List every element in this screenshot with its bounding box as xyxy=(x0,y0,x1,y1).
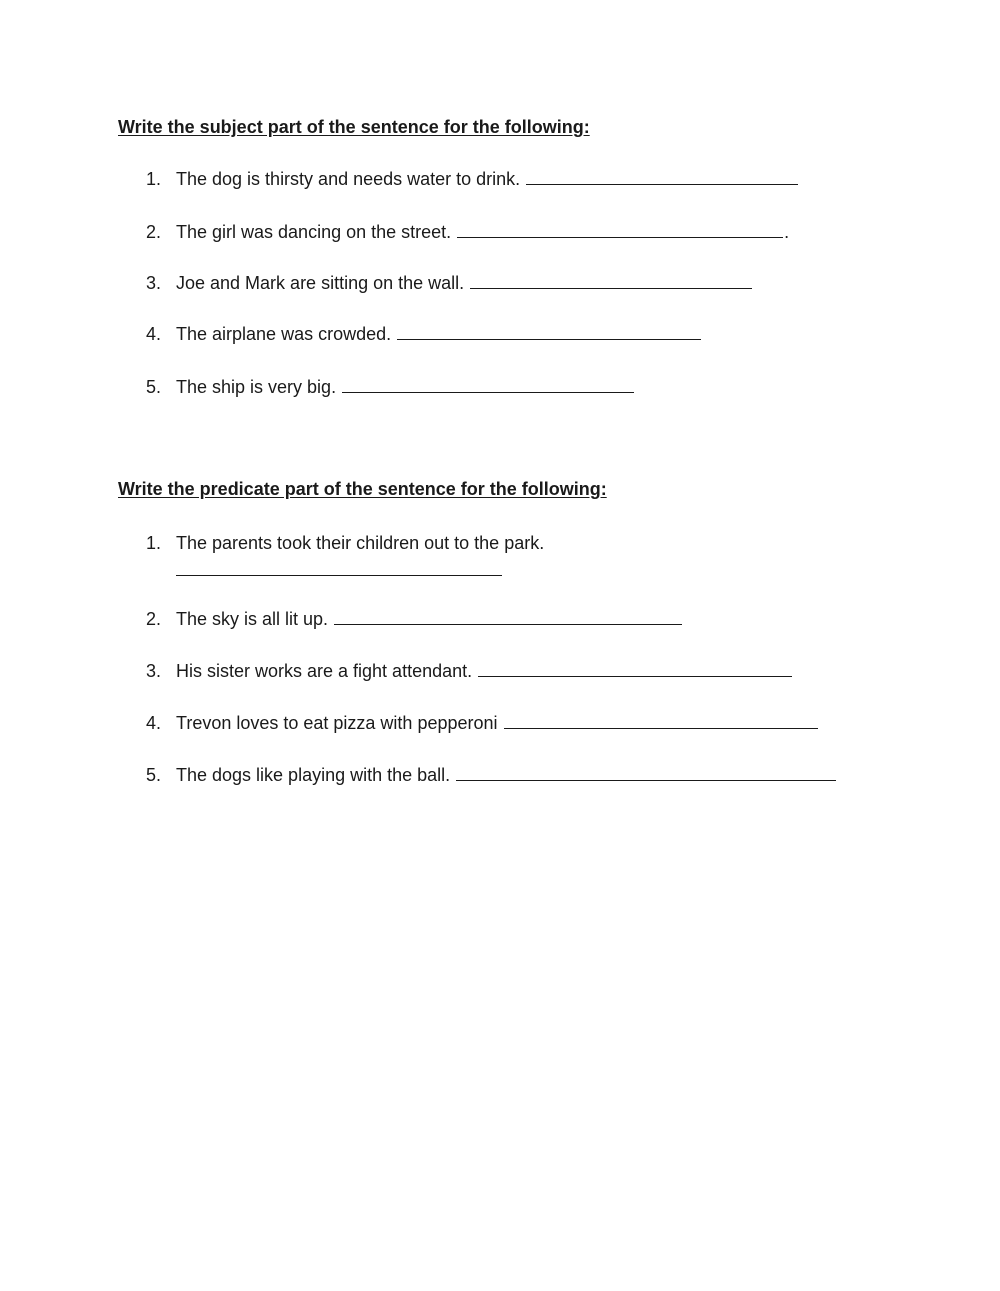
subject-question-1 xyxy=(146,167,798,191)
answer-blank[interactable] xyxy=(478,660,792,677)
answer-blank[interactable] xyxy=(176,575,502,576)
question-text: Trevon loves to eat pizza with pepperoni xyxy=(176,713,498,733)
subject-section-heading: Write the subject part of the sentence for the following: xyxy=(118,117,590,137)
answer-blank[interactable] xyxy=(397,323,701,340)
question-text: The dogs like playing with the ball. xyxy=(176,765,451,785)
answer-blank[interactable] xyxy=(504,712,818,729)
question-number: 5. xyxy=(146,377,162,397)
question-number: 4. xyxy=(146,713,162,733)
question-number: 5. xyxy=(146,765,162,785)
question-number: 1. xyxy=(146,169,162,189)
answer-blank[interactable] xyxy=(334,608,682,625)
subject-question-3 xyxy=(146,271,752,295)
question-text: His sister works are a fight attendant. xyxy=(176,661,473,681)
question-number: 2. xyxy=(146,609,162,629)
predicate-question-4 xyxy=(146,711,818,735)
predicate-question-3 xyxy=(146,659,792,683)
question-text: The ship is very big. xyxy=(176,377,337,397)
answer-blank[interactable] xyxy=(470,272,752,289)
predicate-question-2 xyxy=(146,607,682,631)
predicate-question-1 xyxy=(146,531,544,555)
question-number: 3. xyxy=(146,273,162,293)
subject-question-2 xyxy=(146,220,789,244)
question-text: The girl was dancing on the street. xyxy=(176,222,452,242)
question-text: The sky is all lit up. xyxy=(176,609,329,629)
answer-blank[interactable] xyxy=(342,376,634,393)
answer-blank[interactable] xyxy=(456,764,836,781)
answer-blank[interactable] xyxy=(526,168,798,185)
subject-question-4 xyxy=(146,322,701,346)
question-text: The airplane was crowded. xyxy=(176,324,392,344)
question-number: 3. xyxy=(146,661,162,681)
predicate-section-heading: Write the predicate part of the sentence for the following: xyxy=(118,479,607,499)
question-text: Joe and Mark are sitting on the wall. xyxy=(176,273,465,293)
question-number: 1. xyxy=(146,533,162,553)
question-number: 4. xyxy=(146,324,162,344)
subject-question-5 xyxy=(146,375,634,399)
question-trail: . xyxy=(784,222,790,242)
question-text: The dog is thirsty and needs water to drink. xyxy=(176,169,521,189)
predicate-question-5 xyxy=(146,763,836,787)
question-number: 2. xyxy=(146,222,162,242)
question-text: The parents took their children out to the park. xyxy=(176,533,545,553)
answer-blank[interactable] xyxy=(457,221,783,238)
